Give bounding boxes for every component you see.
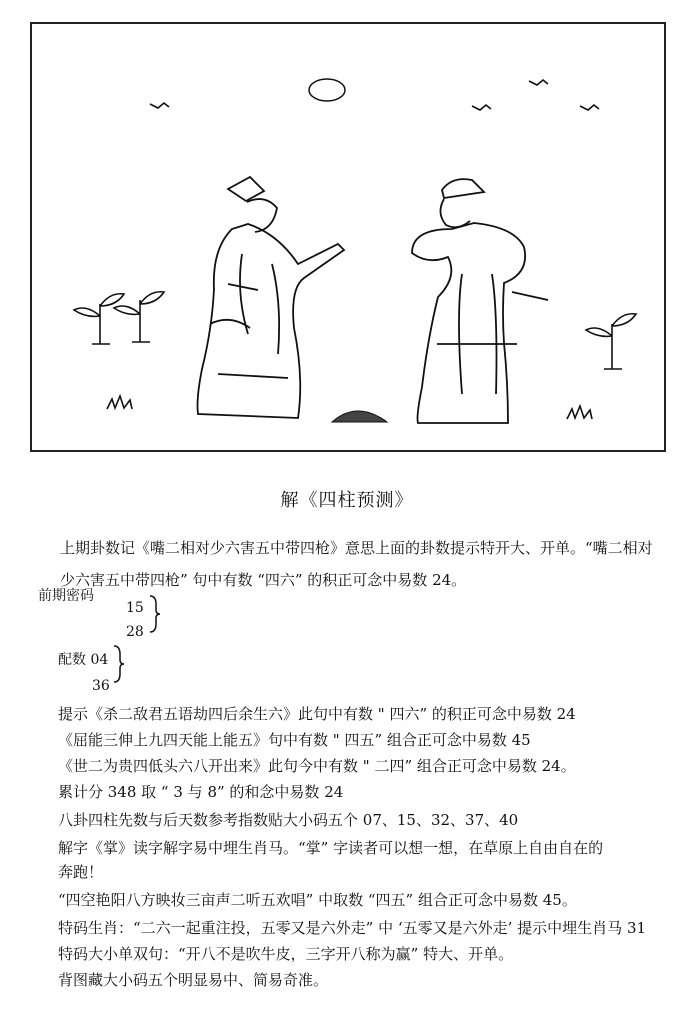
birds-icon — [150, 80, 599, 110]
body-line-3: 《世二为贵四低头六八开出来》此句今中有数 " 二四” 组合正可念中易数 24。 — [58, 757, 576, 775]
illustration-two-scholars — [32, 24, 664, 450]
pair-value-1: 04 — [90, 652, 109, 668]
body-line-4: 累计分 348 取 “ 3 与 8” 的和念中易数 24 — [58, 783, 344, 801]
moon-icon — [309, 79, 345, 101]
intro-line-1: 上期卦数记《嘴二相对少六害五中带四枪》意思上面的卦数提示特开大、开单。“嘴二相对 — [60, 539, 653, 557]
body-line-5: 八卦四柱先数与后天数参考指数贴大小码五个 07、15、32、37、40 — [58, 811, 519, 829]
plant-right-icon — [567, 314, 636, 419]
body-line-6: 解字《掌》读字解字易中埋生肖马。“掌” 字读者可以想一想，在草原上自由自在的 — [58, 839, 604, 857]
illustration-frame — [30, 22, 666, 452]
rock-icon — [332, 411, 387, 422]
pair-brace-icon — [112, 644, 126, 684]
code-value-2: 28 — [126, 624, 144, 640]
body-line-8: “四空艳阳八方映妆三亩声二听五欢唱” 中取数 “四五” 组合正可念中易数 45。 — [58, 891, 577, 909]
body-line-7: 奔跑！ — [58, 863, 104, 881]
intro-line-2: 少六害五中带四枪” 句中有数 “四六” 的积正可念中易数 24。 — [60, 571, 467, 589]
pair-label: 配数 — [58, 652, 86, 668]
body-line-11: 背图藏大小码五个明显易中、简易奇准。 — [58, 971, 329, 989]
code-brace-icon — [148, 594, 162, 634]
body-line-2: 《屈能三伸上九四天能上能五》句中有数 " 四五” 组合正可念中易数 45 — [58, 731, 531, 749]
article-title: 解《四柱预测》 — [280, 490, 414, 511]
body-line-9: 特码生肖：“二六一起重注投，五零又是六外走” 中 ‘五零又是六外走’ 提示中埋生肖马 31 — [58, 919, 647, 937]
right-scholar-figure — [412, 179, 548, 423]
body-line-1: 提示《杀二敌君五语劫四后余生六》此句中有数 " 四六” 的积正可念中易数 24 — [58, 705, 576, 723]
code-value-1: 15 — [126, 600, 144, 616]
pair-value-2: 36 — [92, 678, 110, 694]
plants-left-icon — [74, 292, 164, 409]
body-line-10: 特码大小单双句：“开八不是吹牛皮，三字开八称为赢” 特大、开单。 — [58, 945, 514, 963]
pair-label-line — [58, 650, 108, 670]
left-scholar-figure — [198, 177, 345, 418]
code-label: 前期密码 — [38, 588, 94, 604]
